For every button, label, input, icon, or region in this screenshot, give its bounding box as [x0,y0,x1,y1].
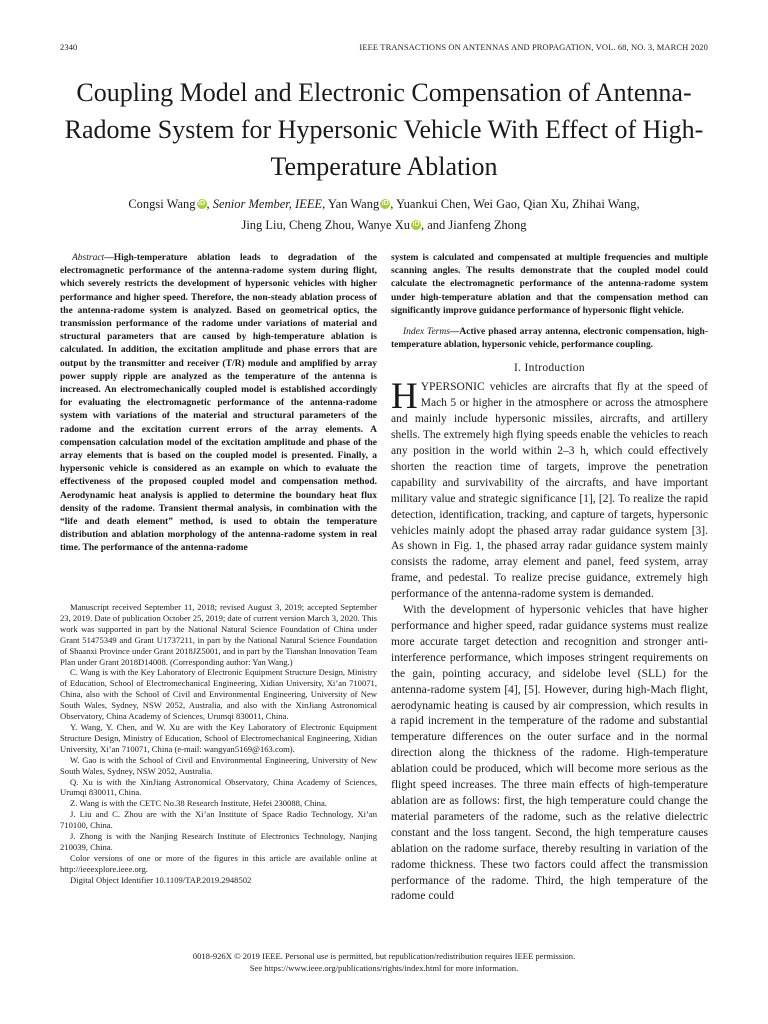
abstract-continued: system is calculated and compensated at multiple frequencies and multiple scanning angles. The results demonstrate that the coupled model could calculate the electromagnetic performance of the antenna-radome system under high-temperature ablation and that the compensation method can significantly improve guidance performance of hypersonic flight vehicle. [391,253,708,316]
footnote: Digital Object Identifier 10.1109/TAP.2019.2948502 [70,874,252,885]
orcid-icon[interactable]: iD [381,200,389,207]
left-column [60,252,377,556]
intro-paragraph-1 [391,376,708,603]
footnotes [60,602,377,886]
author-name: Congsi Wang [128,197,196,211]
drop-cap: H [391,376,418,418]
section-heading: I. Introduction [514,362,585,375]
index-terms-label: Index Terms [403,327,450,338]
footnote: Z. Wang is with the CETC No.38 Research Institute, Hefei 230088, China. [70,798,327,809]
page-number: 2340 [60,42,78,52]
footnote: J. Liu and C. Zhou are with the Xi’an Institute of Space Radio Technology, Xi’an 710100, China. [60,809,377,831]
footnote: Manuscript received September 11, 2018; revised August 3, 2019; accepted September 23, 2019. Date of publication October 25, 2019; date of current version March 3, 2020. This work was supported in part by the National Natural Science Foundation of China under Grant 51475349 and Grant U1737211, in part by the National Natural Science Foundation of Shaanxi Province under Grant 2018JZ5001, and in part by the Tianshan Innovation Team Plan under Grant 2018D14008. (Corresponding author: Yan Wang.) [60,602,377,667]
author-names: , and Jianfeng Zhong [421,218,527,232]
footnote: W. Gao is with the School of Civil and Environmental Engineering, University of New South Wales, Sydney, NSW 2052, Australia. [60,754,377,776]
footnote: J. Zhong is with the Nanjing Research Institute of Electronics Technology, Nanjing 210039, China. [60,831,377,852]
abstract-label: Abstract [72,253,105,263]
footnote: Q. Xu is with the XinJiang Astronomical Observatory, China Academy of Sciences, Urumqi 830011, China. [60,776,377,798]
abstract-text: —High-temperature ablation leads to degradation of the electromagnetic performance of the antenna-radome system during flight, which severely restricts the development of hypersonic vehicles with higher performance and higher speed. Therefore, the non-steady ablation process of the antenna-radome system is analyzed. Based on geometrical optics, the transmission performance of the radome under variations of material and structural parameters that are caused by high-temperature ablation is calculated. In addition, the excitation amplitude and phase errors that are output by the transmitter and receiver (T/R) module and amplified by array power supply ripple are analyzed as the temperature of the antenna is increased. An electromechanically coupled model is established accordingly for evaluating the electromagnetic performance of the antenna-radome system with variations of the material and structural parameters of the radome and the excitation current errors of the array elements. A compensation calculation model of the excitation amplitude and phase of the array elements that is based on the coupled model is presented. Finally, a hypersonic vehicle is considered as an example on which to evaluate the effectiveness of the proposed coupled model and compensation method. Aerodynamic heat analysis is applied to determine the boundary heat flux density of the radome. Transient thermal analysis, in combination with the “life and death element” method, is used to obtain the temperature distribution and ablation morphology of the antenna-radome system in real time. The performance of the antenna-radome [60,253,377,554]
orcid-icon[interactable]: iD [412,221,420,228]
copyright-line: See https://www.ieee.org/publications/rights/index.html for more information. [249,963,519,973]
paragraph-text: YPERSONIC vehicles are aircrafts that fly at the speed of Mach 5 or higher in the atmosphere or across the atmosphere and mainly include hypersonic missiles, aircrafts, and artillery shells. The extremely high flying speeds enable the vehicles to reach any position in the world within 2–3 h, which could effectively shorten the reaction time of targets, improve the penetration capability and survivability of the aircrafts, and have important military value and strategic significance [1], [2]. To realize the rapid detection, identification, tracking, and capture of targets, hypersonic vehicles mainly adopt the phased array radar guidance system [3]. As shown in Fig. 1, the phased array radar guidance system mainly consists the radome, array element and panel, feed system, array frame, and pedestal. To realize precise guidance, extremely high performance of the antenna-radome system is demanded. [391,381,708,601]
footnote: Color versions of one or more of the figures in this article are available online at http://ieeexplore.ieee.org. [60,852,377,874]
right-column [391,252,708,905]
copyright-notice [60,950,708,974]
author-line-2 [40,218,728,233]
footnote: Y. Wang, Y. Chen, and W. Xu are with the Key Laboratory of Electronic Equipment Structure Design, Ministry of Education, School of Electromechanical Engineering, Xidian University, Xi’an 710071, China (e-mail: wangyan5169@163.com). [60,721,377,754]
footnote: C. Wang is with the Key Laboratory of Electronic Equipment Structure Design, Ministry of Education, School of Electromechanical Engineering, Xidian University, Xi’an 710071, China, also with the School of Civil and Environmental Engineering, University of New South Wales, Sydney, NSW 2052, Australia, and also with the XinJiang Astronomical Observatory, China Academy of Sciences, Urumqi 830011, China. [60,667,377,722]
copyright-line: 0018-926X © 2019 IEEE. Personal use is permitted, but republication/redistribution requires IEEE permission. [192,951,576,961]
author-line-1 [40,197,728,212]
intro-paragraph-2: With the development of hypersonic vehicles that have higher performance and higher speed, radar guidance systems must realize more accurate target detection and recognition and stronger anti-interference performance, which imposes stringent requirements on the gain, pointing accuracy, and sidelobe level (SLL) for the antenna-radome system [4], [5]. However, during high-Mach flight, aerodynamic heating is caused by air compression, which results in a rapid increment in the temperature of the radome and substantial temperature differences on the outer surface and in the normal direction along the thickness of the radome. High-temperature ablation could be produced, which will become more serious as the flight speed increases. The three main effects of high-temperature ablation are as follows: first, the high temperature could change the material parameters of the radome, such as the relative dielectric constant and the loss tangent. Second, the high temperature causes ablation on the radome surface, thereby resulting in variation of the radome thickness. These two factors could affect the transmission performance of the radome. Third, the high temperature of the radome could [391,604,708,903]
abstract [60,252,377,556]
index-terms-text: —Active phased array antenna, electronic compensation, high-temperature ablation, hypersonic vehicle, performance coupling. [391,327,708,351]
journal-header: IEEE TRANSACTIONS ON ANTENNAS AND PROPAGATION, VOL. 68, NO. 3, MARCH 2020 [359,42,708,52]
index-terms [391,326,708,352]
author-role: , Senior Member, IEEE [206,197,323,211]
author-names: Jing Liu, Cheng Zhou, Wanye Xu [241,218,410,232]
author-name: , Yan Wang [322,197,380,211]
orcid-icon[interactable]: iD [198,200,205,207]
author-names: , Yuankui Chen, Wei Gao, Qian Xu, Zhihai Wang, [390,197,640,211]
paper-title: Coupling Model and Electronic Compensation of Antenna-Radome System for Hypersonic Vehicle With Effect of High-Temperature Ablation [64,78,704,181]
